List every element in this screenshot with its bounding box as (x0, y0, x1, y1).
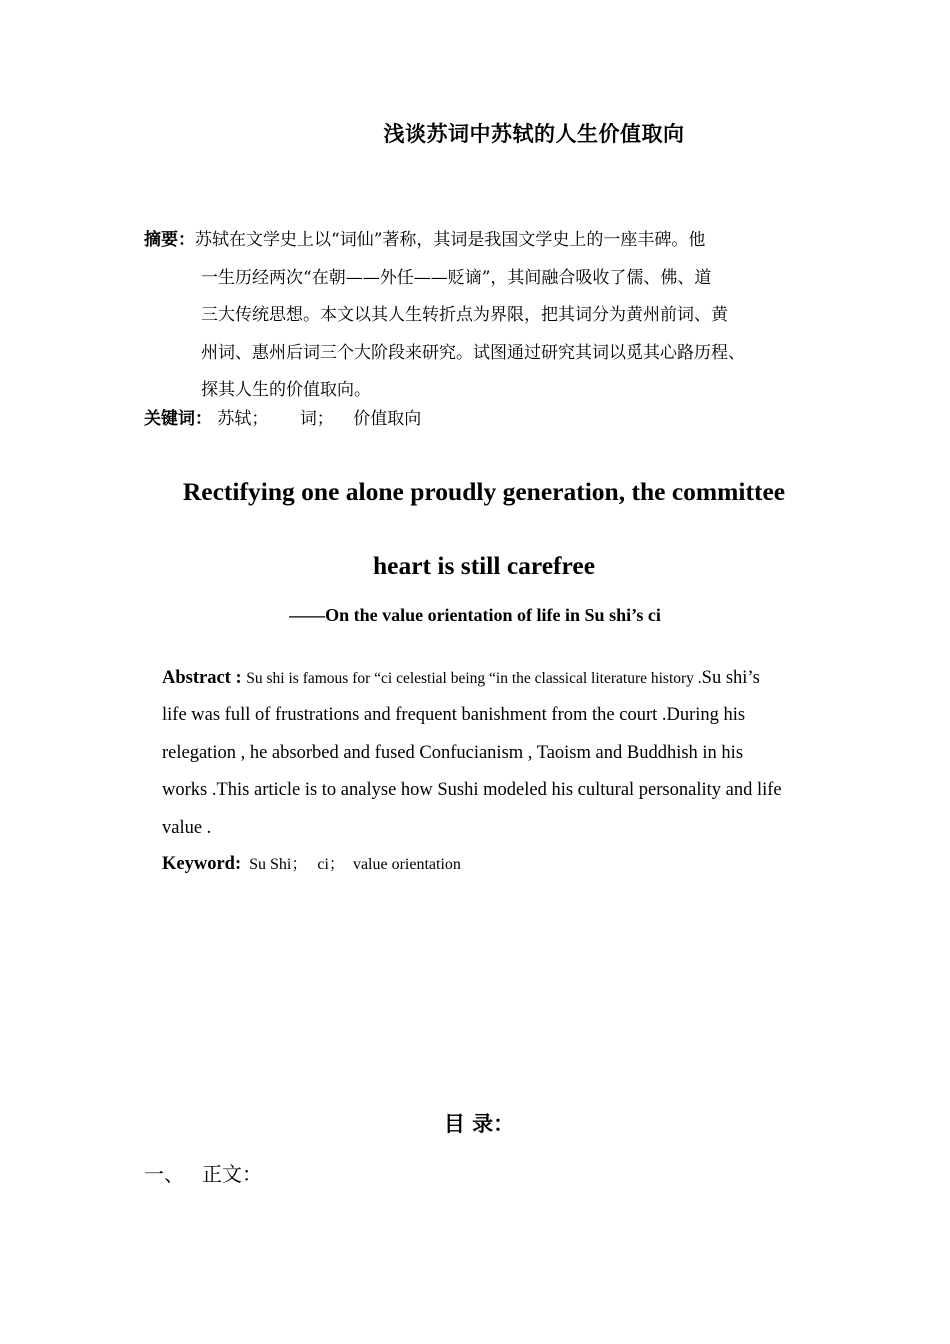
toc-title: 目 录： (443, 1112, 515, 1136)
english-keywords (162, 851, 461, 875)
chinese-abstract-text: 苏轼在文学史上以“词仙”著称，其词是我国文学史上的一座丰碑。他 (195, 230, 706, 250)
english-abstract-text: Su shi is famous for “ci celestial being “in the classical literature history . (246, 670, 702, 687)
english-subtitle: ——On the value orientation of life in Su shi’s ci (289, 605, 661, 625)
english-abstract-label: Abstract : (162, 668, 247, 688)
english-keyword: Su Shi； (249, 856, 308, 873)
english-abstract-text: Su shi’s (701, 668, 760, 688)
chinese-abstract-line: 州词、惠州后词三个大阶段来研究。试图通过研究其词以觅其心路历程、 (201, 342, 745, 363)
english-abstract-line: works .This article is to analyse how Sushi modeled his cultural personality and life (162, 780, 782, 801)
chinese-abstract-line (144, 222, 824, 260)
chinese-keywords (144, 405, 421, 433)
english-abstract-line: relegation , he absorbed and fused Confucianism , Taoism and Buddhish in his (162, 742, 744, 763)
toc-item[interactable] (144, 1158, 262, 1187)
chinese-keyword: 词； (299, 409, 334, 429)
toc-item-number: 一、 (144, 1162, 184, 1186)
chinese-keyword: 价值取向 (353, 409, 422, 429)
chinese-abstract-line: 一生历经两次“在朝——外任——贬谪”，其间融合吸收了儒、佛、道 (201, 267, 712, 288)
english-abstract (162, 660, 812, 847)
english-title-line: Rectifying one alone proudly generation, the committee (182, 477, 786, 506)
chinese-abstract-line: 探其人生的价值取向。 (201, 380, 371, 400)
english-title-line: heart is still carefree (372, 551, 596, 580)
chinese-abstract-line: 三大传统思想。本文以其人生转折点为界限，把其词分为黄州前词、黄 (201, 305, 728, 325)
english-abstract-line: value . (162, 817, 212, 838)
toc-item-label: 正文： (202, 1162, 262, 1186)
english-keywords-label: Keyword: (162, 854, 242, 874)
english-abstract-line (162, 660, 812, 697)
english-keyword: value orientation (352, 856, 461, 873)
chinese-abstract-label: 摘要： (144, 230, 195, 250)
chinese-title: 浅谈苏词中苏轼的人生价值取向 (383, 122, 685, 146)
chinese-keyword: 苏轼； (217, 409, 269, 429)
english-keyword: ci； (317, 856, 345, 873)
english-abstract-line: life was full of frustrations and frequent banishment from the court .During his (162, 705, 746, 726)
chinese-keywords-label: 关键词： (144, 409, 212, 429)
chinese-abstract (144, 222, 824, 410)
